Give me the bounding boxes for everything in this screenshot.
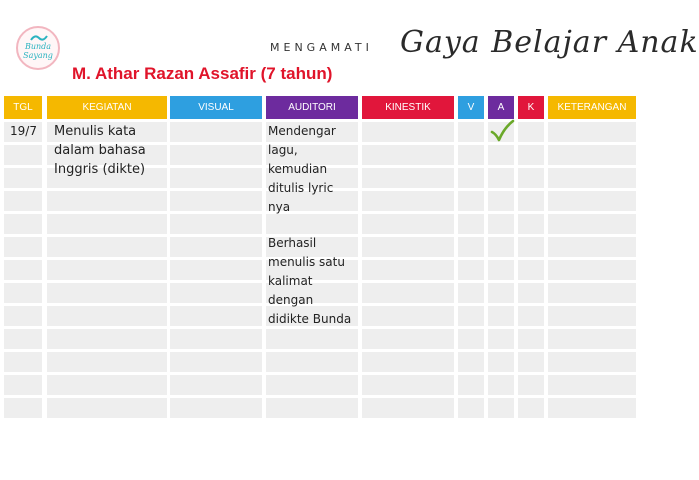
table-cell	[47, 283, 167, 303]
table-cell	[4, 145, 42, 165]
heading-title: Gaya Belajar Anak	[400, 25, 699, 60]
table-cell	[518, 191, 544, 211]
col-header-keterangan: KETERANGAN	[548, 96, 636, 119]
table-cell	[488, 398, 514, 418]
table-cell	[47, 237, 167, 257]
table-cell	[518, 306, 544, 326]
table-cell	[362, 283, 454, 303]
table-cell	[518, 237, 544, 257]
table-cell	[458, 168, 484, 188]
table-cell	[488, 375, 514, 395]
table-cell	[266, 375, 358, 395]
table-cell	[4, 260, 42, 280]
table-cell	[548, 283, 636, 303]
table-cell	[458, 283, 484, 303]
heading-label: MENGAMATI	[270, 41, 373, 54]
table-cell	[4, 375, 42, 395]
table-cell	[170, 260, 262, 280]
table-cell	[518, 214, 544, 234]
col-header-auditori: AUDITORI	[266, 96, 358, 119]
table-cell	[47, 398, 167, 418]
table-cell	[4, 306, 42, 326]
table-cell	[488, 306, 514, 326]
table-cell	[266, 329, 358, 349]
table-cell	[548, 260, 636, 280]
table-cell	[47, 375, 167, 395]
col-header-a: A	[488, 96, 514, 119]
table-cell	[266, 214, 358, 234]
table-cell	[170, 329, 262, 349]
table-cell	[170, 398, 262, 418]
table-cell	[4, 214, 42, 234]
table-cell	[170, 168, 262, 188]
table-cell	[518, 145, 544, 165]
table-cell	[4, 352, 42, 372]
table-cell	[4, 329, 42, 349]
table-cell	[488, 283, 514, 303]
table-cell	[458, 398, 484, 418]
checkmark-icon	[489, 119, 515, 143]
table-cell	[518, 375, 544, 395]
table-cell	[458, 329, 484, 349]
table-cell	[362, 306, 454, 326]
table-cell	[548, 191, 636, 211]
table-cell	[488, 191, 514, 211]
table-cell	[458, 214, 484, 234]
table-cell	[170, 145, 262, 165]
table-cell	[266, 352, 358, 372]
table-cell	[362, 260, 454, 280]
table-cell	[47, 306, 167, 326]
table-cell	[362, 145, 454, 165]
table-cell	[548, 214, 636, 234]
table-cell	[548, 237, 636, 257]
table-cell	[548, 145, 636, 165]
table-cell	[548, 398, 636, 418]
table-cell	[170, 375, 262, 395]
table-cell	[4, 237, 42, 257]
table-cell	[518, 122, 544, 142]
col-header-kegiatan: KEGIATAN	[47, 96, 167, 119]
table-cell	[170, 306, 262, 326]
cell-auditori-2: Berhasil menulis satu kalimat dengan didikte Bunda	[268, 236, 352, 326]
table-cell	[170, 283, 262, 303]
col-header-kinestik: KINESTIK	[362, 96, 454, 119]
table-cell	[170, 191, 262, 211]
col-header-visual: VISUAL	[170, 96, 262, 119]
table-cell	[170, 122, 262, 142]
table-cell	[170, 237, 262, 257]
table-cell	[362, 214, 454, 234]
table-cell	[488, 260, 514, 280]
table-cell	[458, 375, 484, 395]
table-cell	[518, 329, 544, 349]
logo-text-line2: Sayang	[23, 51, 53, 60]
table-cell	[458, 260, 484, 280]
table-cell	[47, 329, 167, 349]
table-cell	[548, 375, 636, 395]
table-cell	[548, 168, 636, 188]
table-cell	[47, 352, 167, 372]
table-cell	[362, 122, 454, 142]
table-cell	[458, 352, 484, 372]
col-header-tgl: TGL	[4, 96, 42, 119]
table-cell	[170, 214, 262, 234]
table-cell	[47, 214, 167, 234]
table-cell	[4, 398, 42, 418]
table-cell	[4, 191, 42, 211]
cell-kegiatan: Menulis kata dalam bahasa Inggris (dikte)	[54, 124, 146, 177]
table-cell	[4, 283, 42, 303]
table-cell	[488, 214, 514, 234]
table-cell	[47, 191, 167, 211]
table-cell	[362, 375, 454, 395]
table-cell	[170, 352, 262, 372]
table-cell	[548, 329, 636, 349]
table-cell	[458, 145, 484, 165]
table-cell	[458, 122, 484, 142]
table-cell	[362, 329, 454, 349]
logo-wave-icon	[30, 34, 48, 42]
table-cell	[488, 237, 514, 257]
table-cell	[362, 398, 454, 418]
bunda-sayang-logo	[16, 26, 60, 70]
table-cell	[518, 283, 544, 303]
table-cell	[488, 168, 514, 188]
logo-text-line1: Bunda	[24, 42, 52, 51]
table-cell	[518, 352, 544, 372]
table-cell	[362, 168, 454, 188]
table-cell	[362, 352, 454, 372]
col-header-v: V	[458, 96, 484, 119]
cell-tgl: 19/7	[10, 124, 37, 138]
table-cell	[488, 352, 514, 372]
table-cell	[362, 237, 454, 257]
col-header-k: K	[518, 96, 544, 119]
table-cell	[458, 191, 484, 211]
child-name: M. Athar Razan Assafir (7 tahun)	[72, 64, 333, 83]
table-cell	[4, 168, 42, 188]
table-cell	[458, 306, 484, 326]
table-cell	[362, 191, 454, 211]
table-cell	[458, 237, 484, 257]
table-cell	[518, 168, 544, 188]
cell-auditori-1: Mendengar lagu, kemudian ditulis lyric nya	[268, 124, 336, 214]
table-cell	[488, 145, 514, 165]
table-cell	[548, 122, 636, 142]
table-cell	[518, 398, 544, 418]
table-cell	[47, 260, 167, 280]
table-cell	[266, 398, 358, 418]
table-cell	[548, 352, 636, 372]
table-cell	[488, 329, 514, 349]
table-cell	[518, 260, 544, 280]
table-cell	[548, 306, 636, 326]
